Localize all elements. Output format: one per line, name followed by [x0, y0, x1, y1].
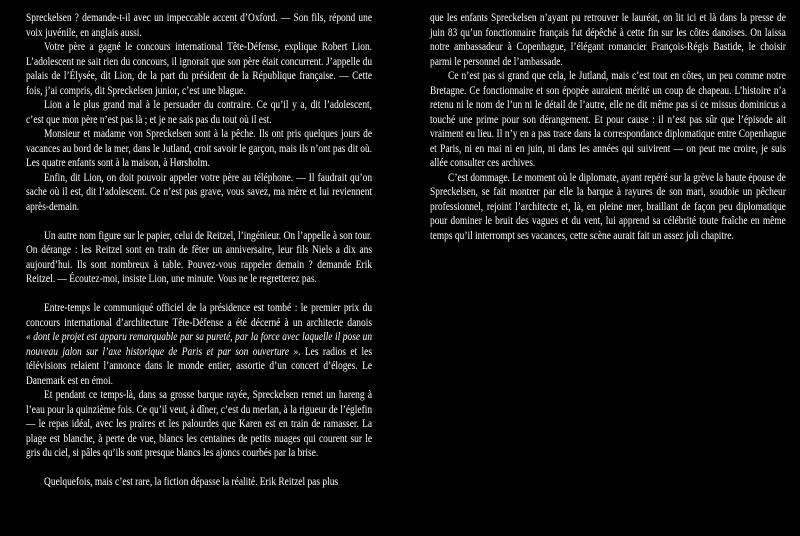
- text-run: Et pendant ce temps-là, dans sa grosse barque rayée, Spreckelsen remet un hareng à l’eau pour la quinzième fois. Ce qu’il veut, à dîner, c’est du merlan, à la rigueur de l’églefin — le repas idéal, avec les praires et les palourdes que Karen est en train de ramasser. La plage est blanche, à perte de vue, blancs les centaines de petits nuages qui courent sur le gris du ciel, si pâles qu’ils sont presque blancs les ajoncs courbés par la brise.: [26, 389, 373, 459]
- text-run: que les enfants Spreckelsen n’ayant pu retrouver le lauréat, on lit ici et là dans la presse de juin 83 qu’un fonctionnaire français fut dépêché à cette fin sur les côtes danoises. On laissa notre ambassadeur à Copenhague, l’élégant romancier François-Régis Bastide, le choisir parmi le personnel de l’ambassade.: [430, 12, 786, 68]
- paragraph: [26, 229, 372, 287]
- text-run: Votre père a gagné le concours international Tête-Défense, explique Robert Lion. L’adolescent ne sait rien du concours, il ignorait que son père était concurrent. J’appelle du palais de l’Élysée, dit Lion, de la part du président de la République française. — Cette fois, j’ai compris, dit Spreckelsen junior, c’est une blague.: [26, 41, 373, 97]
- paragraph: [26, 11, 372, 40]
- text-run: Spreckelsen ? demande-t-il avec un impeccable accent d’Oxford. — Son fils, répond une voix juvénile, en anglais aussi.: [26, 12, 373, 39]
- paragraph: [430, 171, 786, 244]
- text-run: Monsieur et madame von Spreckelsen sont à la pêche. Ils ont pris quelques jours de vacances au bord de la mer, dans le Jutland, croit savoir le garçon, mais ils n’ont pas dit où. Les quatre enfants sont à la maison, à Hørsholm.: [26, 128, 373, 169]
- text-run: Quelquefois, mais c’est rare, la fiction dépasse la réalité. Erik Reitzel pas plus: [44, 476, 339, 488]
- text-run: Entre-temps le communiqué officiel de la présidence est tombé : le premier prix du concours international d’architecture Tête-Défense a été décerné à un architecte danois: [26, 302, 373, 329]
- text-run: C’est dommage. Le moment où le diplomate, ayant repéré sur la grève la haute épouse de Spreckelsen, se fait montrer par elle la barque à rayures de son mari, soudoie un pêcheur professionnel, rejoint l’architecte et, là, en pleine mer, braillant de façon peu diplomatique pour dominer le bruit des vagues et du vent, lui apprend sa célébrité toute fraîche en même temps qu’il interrompt ses vacances, cette scène aurait fait un assez joli chapitre.: [430, 171, 786, 242]
- text-run: Lion a le plus grand mal à le persuader du contraire. Ce qu’il y a, dit l’adolescent, c’est que mon père n’est pas là ; et je ne sais pas du tout où il est.: [26, 99, 373, 126]
- paragraph: [430, 69, 786, 171]
- paragraph: [26, 388, 372, 461]
- book-page-left: [26, 11, 372, 490]
- text-run: Un autre nom figure sur le papier, celui de Reitzel, l’ingénieur. On l’appelle à son tour. On dérange : les Reitzel sont en train de fêter un anniversaire, leur fils Niels a dix ans aujourd’hui. Ils sont nombreux à table. Pouvez-vous rappeler demain ? demande Erik Reitzel. — Écoutez-moi, insiste Lion, une minute. Vous ne le regretterez pas.: [26, 229, 373, 285]
- text-run: Enfin, dit Lion, on doit pouvoir appeler votre père au téléphone. — Il faudrait qu’on sache où il est, dit l’adolescent. Ce n’est pas grave, vous savez, ma mère et lui reviennent après-demain.: [26, 171, 373, 213]
- paragraph: [430, 11, 786, 69]
- paragraph: [26, 98, 372, 127]
- paragraph: [26, 127, 372, 171]
- paragraph: [26, 171, 372, 215]
- paragraph: [26, 40, 372, 98]
- paragraph: [26, 475, 372, 490]
- paragraph: [26, 301, 372, 388]
- book-page-right: [430, 11, 786, 243]
- text-run: Ce n’est pas si grand que cela, le Jutland, mais c’est tout en côtes, un peu comme notre Bretagne. Ce fonctionnaire et son épopée auraient mérité un coup de chapeau. L’histoire n’a retenu ni le nom de l’un ni le détail de l’autre, elle ne dit même pas si ce missus dominicus a touché une prime pour son dérangement. Et pour cause : il n’est pas sûr que l’épisode ait vraiment eu lieu. Il n’y en a pas trace dans la correspondance diplomatique entre Copenhague et Paris, ni en mai ni en juin, ni dans les années qui suivirent — on peut me croire, je suis allée consulter ces archives.: [430, 70, 786, 169]
- text-run: . Les radios et les télévisions relaient l’annonce dans le monde entier, assortie d’un concert d’éloges. Le Danemark est en émoi.: [26, 345, 373, 387]
- italic-quote: « dont le projet est apparu remarquable par sa pureté, par la force avec laquelle il pose un nouveau jalon sur l’axe historique de Paris et par son ouverture »: [26, 331, 373, 358]
